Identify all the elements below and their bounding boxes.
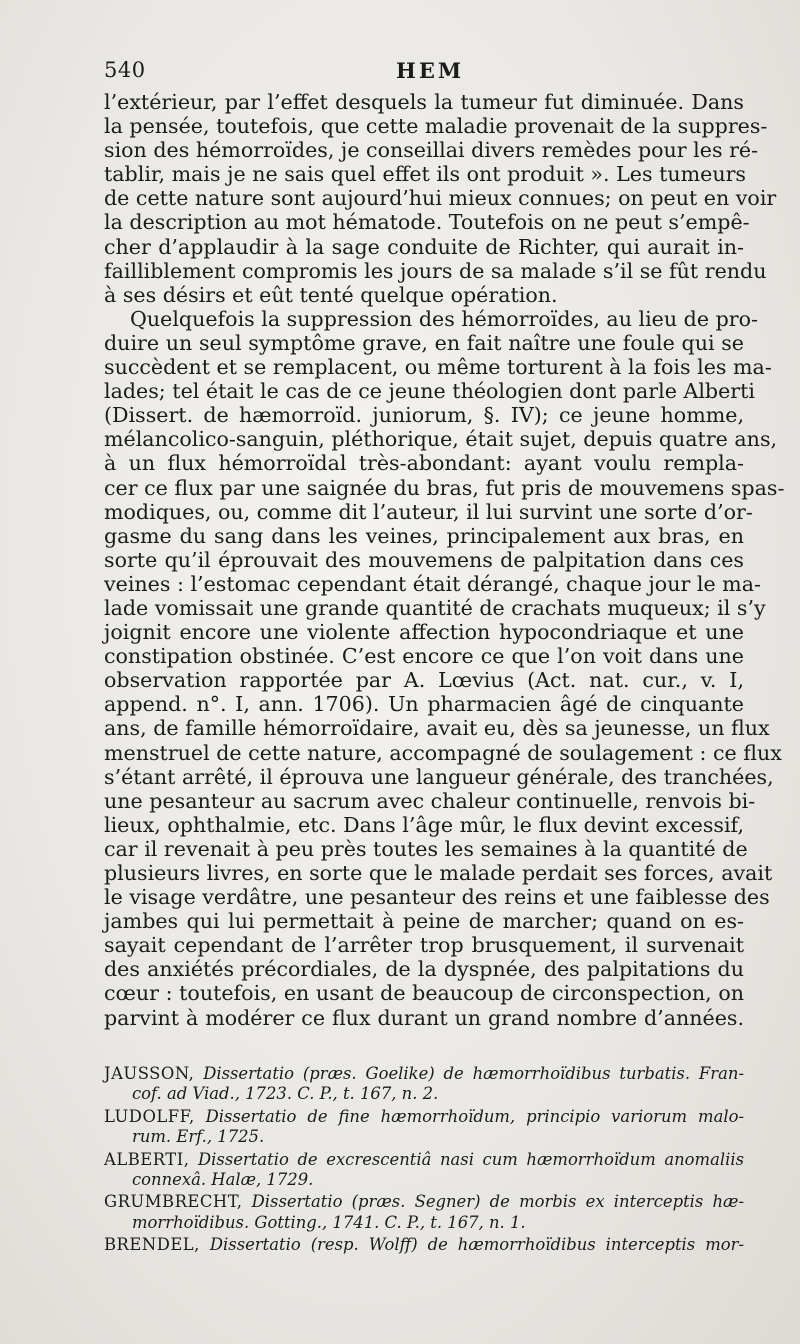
reference-title: Dissertatio de excrescentiâ nasi cum hæmorrhoïdum anomaliis [198,1149,744,1169]
reference-line [104,1107,744,1127]
text-line: joignit encore une violente affection hypocondriaque et une [104,620,744,645]
text-line: parvint à modérer ce flux durant un grand nombre d’années. [104,1005,744,1030]
main-text [104,90,785,1030]
text-line: l’extérieur, par l’effet desquels la tumeur fut diminuée. Dans [104,90,744,114]
reference-title: Dissertatio de fine hæmorrhoïdum, principio variorum malo- [205,1106,744,1126]
reference-line: rum. Erf., 1725. [132,1127,265,1147]
reference-entry [104,1107,744,1148]
text-line: de cette nature sont aujourd’hui mieux connues; on peut en voir [104,186,777,211]
text-line: failliblement compromis les jours de sa malade s’il se fût rendu [104,258,767,283]
text-line: lade vomissait une grande quantité de crachats muqueux; il s’y [104,595,766,620]
text-line: cher d’applaudir à la sage conduite de Richter, qui aurait in- [104,234,744,259]
text-line: modiques, ou, comme dit l’auteur, il lui survint une sorte d’or- [104,499,753,524]
text-line: duire un seul symptôme grave, en fait naître une foule qui se [104,330,744,355]
reference-title: Dissertatio (resp. Wolff) de hæmorrhoïdibus interceptis mor- [209,1235,744,1255]
reference-line [104,1064,744,1084]
text-line: ans, de famille hémorroïdaire, avait eu, dès sa jeunesse, un flux [104,716,770,741]
reference-title: Dissertatio (præs. Goelike) de hæmorrhoïdibus turbatis. Fran- [203,1064,744,1083]
text-line: le visage verdâtre, une pesanteur des reins et une faiblesse des [104,885,770,910]
text-line: car il revenait à peu près toutes les semaines à la quantité de [104,836,748,861]
text-line: sorte qu’il éprouvait des mouvemens de palpitation dans ces [104,547,744,572]
text-line: veines : l’estomac cependant était dérangé, chaque jour le ma- [104,571,761,596]
text-line: cer ce flux par une saignée du bras, fut pris de mouvemens spas- [104,475,785,500]
text-line: une pesanteur au sacrum avec chaleur continuelle, renvois bi- [104,788,756,813]
text-line: lades; tel était le cas de ce jeune théologien dont parle Alberti [104,379,755,404]
text-line: la pensée, toutefois, que cette maladie provenait de la suppres- [104,114,768,139]
reference-entry [104,1064,744,1105]
text-line: sayait cependant de l’arrêter trop brusquement, il survenait [104,933,744,958]
text-line: mélancolico-sanguin, pléthorique, était sujet, depuis quatre ans, [104,427,778,452]
reference-author: ALBERTI, [104,1149,190,1169]
paragraph-1 [104,90,777,307]
text-line: sion des hémorroïdes, je conseillai divers remèdes pour les ré- [104,138,759,163]
reference-line: cof. ad Viad., 1723. C. P., t. 167, n. 2. [132,1084,439,1104]
reference-line: connexâ. Halæ, 1729. [132,1170,314,1190]
text-line: à ses désirs et eût tenté quelque opération. [104,282,558,307]
text-line: jambes qui lui permettait à peine de marcher; quand on es- [104,909,744,934]
text-line: constipation obstinée. C’est encore ce que l’on voit dans une [104,644,744,669]
text-line: s’étant arrêté, il éprouva une langueur générale, des tranchées, [104,764,774,789]
bibliography [104,1064,744,1258]
text-line: (Dissert. de hæmorroïd. juniorum, §. IV); ce jeune homme, [104,403,744,428]
text-line: gasme du sang dans les veines, principalement aux bras, en [104,523,744,548]
reference-line: morrhoïdibus. Gotting., 1741. C. P., t. 167, n. 1. [132,1212,526,1232]
text-line: append. n°. I, ann. 1706). Un pharmacien âgé de cinquante [104,692,744,717]
reference-line [104,1235,744,1255]
running-head: HEM [396,58,465,83]
page-header [104,58,744,88]
text-line: plusieurs livres, en sorte que le malade perdait ses forces, avait [104,861,773,885]
reference-line [104,1192,744,1212]
reference-author: LUDOLFF, [104,1106,195,1126]
reference-entry [104,1192,744,1233]
page-number: 540 [104,58,146,82]
text-line: tablir, mais je ne sais quel effet ils ont produit ». Les tumeurs [104,162,746,187]
reference-author: JAUSSON, [104,1064,195,1083]
text-line: des anxiétés précordiales, de la dyspnée, des palpitations du [104,957,744,982]
text-line: à un flux hémorroïdal très-abondant: ayant voulu rempla- [104,451,744,476]
paragraph-2 [104,306,785,1030]
reference-author: BRENDEL, [104,1235,200,1255]
reference-entry [104,1235,744,1255]
text-line: la description au mot hématode. Toutefois on ne peut s’empê- [104,210,750,235]
reference-author: GRUMBRECHT, [104,1192,243,1212]
text-line: cœur : toutefois, en usant de beaucoup de circonspection, on [104,981,744,1006]
text-line: Quelquefois la suppression des hémorroïdes, au lieu de pro- [130,306,758,331]
reference-line [104,1150,744,1170]
text-line: lieux, ophthalmie, etc. Dans l’âge mûr, le flux devint excessif, [104,812,744,837]
reference-title: Dissertatio (præs. Segner) de morbis ex interceptis hæ- [251,1192,745,1212]
text-line: observation rapportée par A. Lœvius (Act. nat. cur., v. I, [104,668,744,693]
text-line: menstruel de cette nature, accompagné de soulagement : ce flux [104,740,782,765]
text-line: succèdent et se remplacent, ou même torturent à la fois les ma- [104,355,772,380]
reference-entry [104,1150,744,1191]
